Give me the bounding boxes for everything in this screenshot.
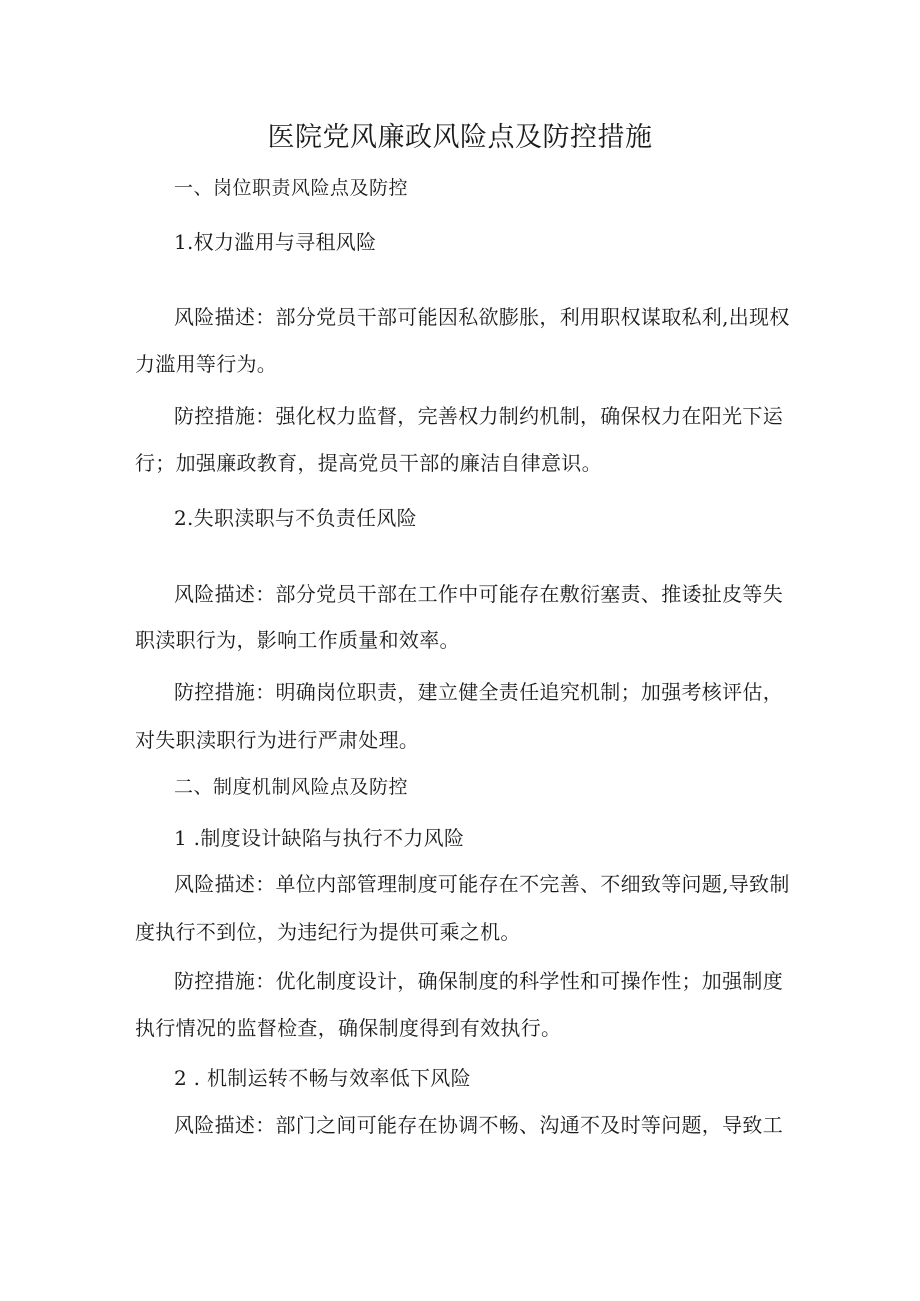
paragraph-line: 执行情况的监督检查，确保制度得到有效执行。 <box>135 1016 562 1040</box>
paragraph-line: 风险描述：部分党员干部可能因私欲膨胀，利用职权谋取私利,出现权 <box>174 305 790 329</box>
paragraph-line: 防控措施：明确岗位职责，建立健全责任追究机制；加强考核评估， <box>174 680 783 704</box>
subheading-2-2: 2 . 机制运转不畅与效率低下风险 <box>174 1066 471 1090</box>
paragraph-line: 对失职渎职行为进行严肃处理。 <box>135 728 420 752</box>
paragraph-line: 力滥用等行为。 <box>135 352 278 376</box>
paragraph-line: 风险描述：部分党员干部在工作中可能存在敷衍塞责、推诿扯皮等失 <box>174 582 783 606</box>
section-heading-1: 一、岗位职责风险点及防控 <box>174 177 409 199</box>
subheading-1-1: 1.权力滥用与寻租风险 <box>174 230 377 254</box>
paragraph-line: 防控措施：优化制度设计，确保制度的科学性和可操作性；加强制度 <box>174 969 783 993</box>
section-heading-2: 二、制度机制风险点及防控 <box>174 776 409 798</box>
subheading-2-1: 1 .制度设计缺陷与执行不力风险 <box>174 826 465 850</box>
document-title: 医院党风廉政风险点及防控措施 <box>267 122 653 153</box>
paragraph-line: 行；加强廉政教育，提高党员干部的廉洁自律意识。 <box>135 451 602 475</box>
paragraph-line: 度执行不到位，为违纪行为提供可乘之机。 <box>135 920 521 944</box>
paragraph-line: 防控措施：强化权力监督，完善权力制约机制，确保权力在阳光下运 <box>174 404 783 428</box>
paragraph-line: 风险描述：部门之间可能存在协调不畅、沟通不及时等问题，导致工 <box>174 1113 783 1137</box>
subheading-1-2: 2.失职渎职与不负责任风险 <box>174 506 417 530</box>
paragraph-line: 职渎职行为，影响工作质量和效率。 <box>135 628 460 652</box>
paragraph-line: 风险描述：单位内部管理制度可能存在不完善、不细致等问题,导致制 <box>174 872 790 896</box>
